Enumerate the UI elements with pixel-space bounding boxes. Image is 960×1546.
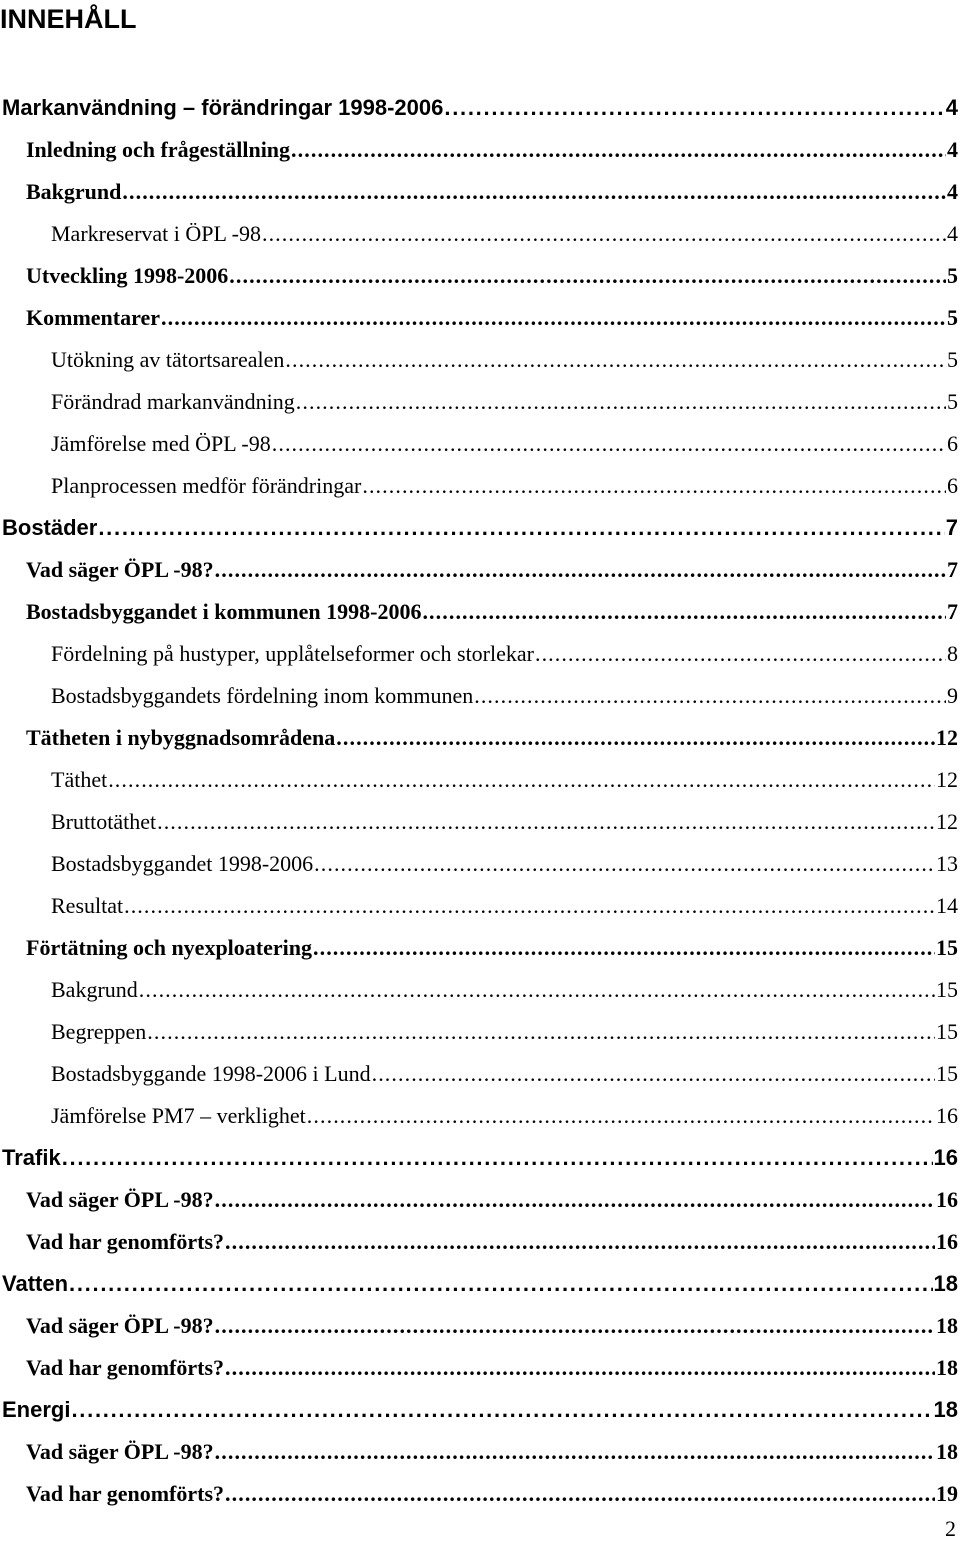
toc-entry-title: Vad har genomförts? <box>26 1481 225 1506</box>
toc-entry[interactable] <box>0 759 960 801</box>
toc-entry-page: 7 <box>947 557 958 582</box>
toc-entry-page: 14 <box>936 893 958 918</box>
dot-leader <box>314 843 935 885</box>
toc-entry-page: 18 <box>933 1397 958 1422</box>
toc-entry[interactable] <box>0 339 960 381</box>
toc-entry-page: 13 <box>936 851 958 876</box>
toc-entry-title: Vad säger ÖPL -98? <box>26 557 214 582</box>
toc-entry-page: 6 <box>947 473 958 498</box>
toc-entry-title: Bakgrund <box>51 977 138 1002</box>
dot-leader <box>444 87 944 129</box>
toc-entry[interactable] <box>0 297 960 339</box>
toc-entry-title: Vatten <box>2 1271 69 1296</box>
dot-leader <box>69 1263 932 1305</box>
toc-entry-page: 16 <box>936 1103 958 1128</box>
toc-entry[interactable] <box>0 885 960 927</box>
toc-entry[interactable] <box>0 843 960 885</box>
toc-entry[interactable] <box>0 465 960 507</box>
toc-entry[interactable] <box>0 507 960 549</box>
dot-leader <box>422 591 946 633</box>
toc-entry[interactable] <box>0 801 960 843</box>
toc-entry-title: Begreppen <box>51 1019 147 1044</box>
dot-leader <box>372 1053 935 1095</box>
toc-entry[interactable] <box>0 171 960 213</box>
dot-leader <box>336 717 935 759</box>
toc-entry-title: Planprocessen medför förändringar <box>51 473 362 498</box>
toc-entry-page: 12 <box>936 767 958 792</box>
dot-leader <box>62 1137 933 1179</box>
toc-entry-title: Förändrad markanvändning <box>51 389 295 414</box>
toc-entry[interactable] <box>0 1473 960 1515</box>
toc-entry[interactable] <box>0 1011 960 1053</box>
dot-leader <box>225 1347 935 1389</box>
toc-entry[interactable] <box>0 1347 960 1389</box>
toc-entry[interactable] <box>0 591 960 633</box>
toc-entry-title: Vad säger ÖPL -98? <box>26 1313 214 1338</box>
toc-entry-page: 18 <box>936 1439 958 1464</box>
toc-entry-page: 12 <box>936 725 958 750</box>
toc-entry-title: Förtätning och nyexploatering <box>26 935 312 960</box>
toc-entry-title: Bostadsbyggandet 1998-2006 <box>51 851 314 876</box>
toc-entry-page: 7 <box>947 599 958 624</box>
toc-entry-title: Markreservat i ÖPL -98 <box>51 221 261 246</box>
toc-entry[interactable] <box>0 675 960 717</box>
toc-entry[interactable] <box>0 381 960 423</box>
toc-entry-title: Kommentarer <box>26 305 160 330</box>
toc-entry-title: Bostadsbyggandets fördelning inom kommunen <box>51 683 474 708</box>
toc-entry-page: 18 <box>936 1355 958 1380</box>
toc-entry-page: 5 <box>947 305 958 330</box>
dot-leader <box>147 1011 935 1053</box>
toc-entry-title: Vad säger ÖPL -98? <box>26 1439 214 1464</box>
toc-entry-page: 4 <box>947 221 958 246</box>
dot-leader <box>225 1221 935 1263</box>
toc-entry[interactable] <box>0 717 960 759</box>
toc-entry-title: Energi <box>2 1397 71 1422</box>
toc-entry-title: Resultat <box>51 893 124 918</box>
toc-entry-page: 9 <box>947 683 958 708</box>
toc-entry[interactable] <box>0 1095 960 1137</box>
toc-entry-page: 15 <box>936 935 958 960</box>
toc-entry-title: Vad har genomförts? <box>26 1355 225 1380</box>
toc-entry-title: Inledning och frågeställning <box>26 137 291 162</box>
toc-entry-title: Bostadsbyggande 1998-2006 i Lund <box>51 1061 371 1086</box>
toc-entry-page: 16 <box>936 1187 958 1212</box>
toc-entry-page: 4 <box>945 95 958 120</box>
toc-entry[interactable] <box>0 1431 960 1473</box>
dot-leader <box>291 129 946 171</box>
toc-entry[interactable] <box>0 969 960 1011</box>
toc-entry-page: 15 <box>936 1019 958 1044</box>
toc-entry[interactable] <box>0 927 960 969</box>
toc-entry-page: 4 <box>947 179 958 204</box>
table-of-contents <box>0 87 960 1515</box>
toc-entry-page: 16 <box>936 1229 958 1254</box>
dot-leader <box>215 1305 935 1347</box>
dot-leader <box>161 297 946 339</box>
dot-leader <box>296 381 946 423</box>
toc-entry-title: Markanvändning – förändringar 1998-2006 <box>2 95 444 120</box>
dot-leader <box>139 969 935 1011</box>
toc-entry-title: Vad har genomförts? <box>26 1229 225 1254</box>
toc-heading: INNEHÅLL <box>0 4 137 34</box>
toc-entry-title: Jämförelse med ÖPL -98 <box>51 431 271 456</box>
toc-entry[interactable] <box>0 1305 960 1347</box>
dot-leader <box>285 339 946 381</box>
toc-entry-page: 18 <box>933 1271 958 1296</box>
toc-entry[interactable] <box>0 549 960 591</box>
toc-entry-title: Bostadsbyggandet i kommunen 1998-2006 <box>26 599 422 624</box>
dot-leader <box>124 885 935 927</box>
toc-entry-page: 5 <box>947 263 958 288</box>
toc-entry-title: Utveckling 1998-2006 <box>26 263 229 288</box>
toc-entry-page: 7 <box>945 515 958 540</box>
dot-leader <box>215 1431 935 1473</box>
toc-entry-page: 16 <box>933 1145 958 1170</box>
toc-entry-title: Bruttotäthet <box>51 809 157 834</box>
toc-entry[interactable] <box>0 255 960 297</box>
toc-entry[interactable] <box>0 1053 960 1095</box>
dot-leader <box>229 255 946 297</box>
toc-entry-title: Bostäder <box>2 515 98 540</box>
toc-entry[interactable] <box>0 213 960 255</box>
dot-leader <box>313 927 935 969</box>
toc-entry-page: 15 <box>936 1061 958 1086</box>
dot-leader <box>307 1095 935 1137</box>
toc-entry[interactable] <box>0 423 960 465</box>
toc-entry-page: 8 <box>947 641 958 666</box>
toc-entry-title: Vad säger ÖPL -98? <box>26 1187 214 1212</box>
toc-entry[interactable] <box>0 129 960 171</box>
toc-entry[interactable] <box>0 87 960 129</box>
dot-leader <box>98 507 944 549</box>
toc-entry-title: Bakgrund <box>26 179 122 204</box>
toc-entry-title: Jämförelse PM7 – verklighet <box>51 1103 306 1128</box>
toc-entry-title: Trafik <box>2 1145 61 1170</box>
dot-leader <box>122 171 946 213</box>
toc-entry-page: 18 <box>936 1313 958 1338</box>
dot-leader <box>262 213 946 255</box>
dot-leader <box>272 423 946 465</box>
toc-entry[interactable] <box>0 1263 960 1305</box>
toc-entry[interactable] <box>0 1389 960 1431</box>
toc-entry-page: 12 <box>936 809 958 834</box>
dot-leader <box>535 633 946 675</box>
toc-entry[interactable] <box>0 633 960 675</box>
dot-leader <box>71 1389 932 1431</box>
dot-leader <box>225 1473 935 1515</box>
dot-leader <box>108 759 935 801</box>
toc-entry-page: 15 <box>936 977 958 1002</box>
toc-entry-title: Täthet <box>51 767 108 792</box>
toc-entry-title: Fördelning på hustyper, upplåtelseformer och storlekar <box>51 641 534 666</box>
toc-entry-page: 5 <box>947 389 958 414</box>
toc-entry-page: 19 <box>936 1481 958 1506</box>
toc-entry-title: Tätheten i nybyggnadsområdena <box>26 725 336 750</box>
toc-entry[interactable] <box>0 1179 960 1221</box>
dot-leader <box>215 1179 935 1221</box>
page-number: 2 <box>945 1516 956 1541</box>
toc-entry[interactable] <box>0 1137 960 1179</box>
toc-entry-page: 6 <box>947 431 958 456</box>
dot-leader <box>215 549 946 591</box>
dot-leader <box>157 801 935 843</box>
dot-leader <box>474 675 946 717</box>
dot-leader <box>362 465 946 507</box>
toc-entry-page: 5 <box>947 347 958 372</box>
toc-entry-page: 4 <box>947 137 958 162</box>
toc-entry-title: Utökning av tätortsarealen <box>51 347 285 372</box>
toc-entry[interactable] <box>0 1221 960 1263</box>
